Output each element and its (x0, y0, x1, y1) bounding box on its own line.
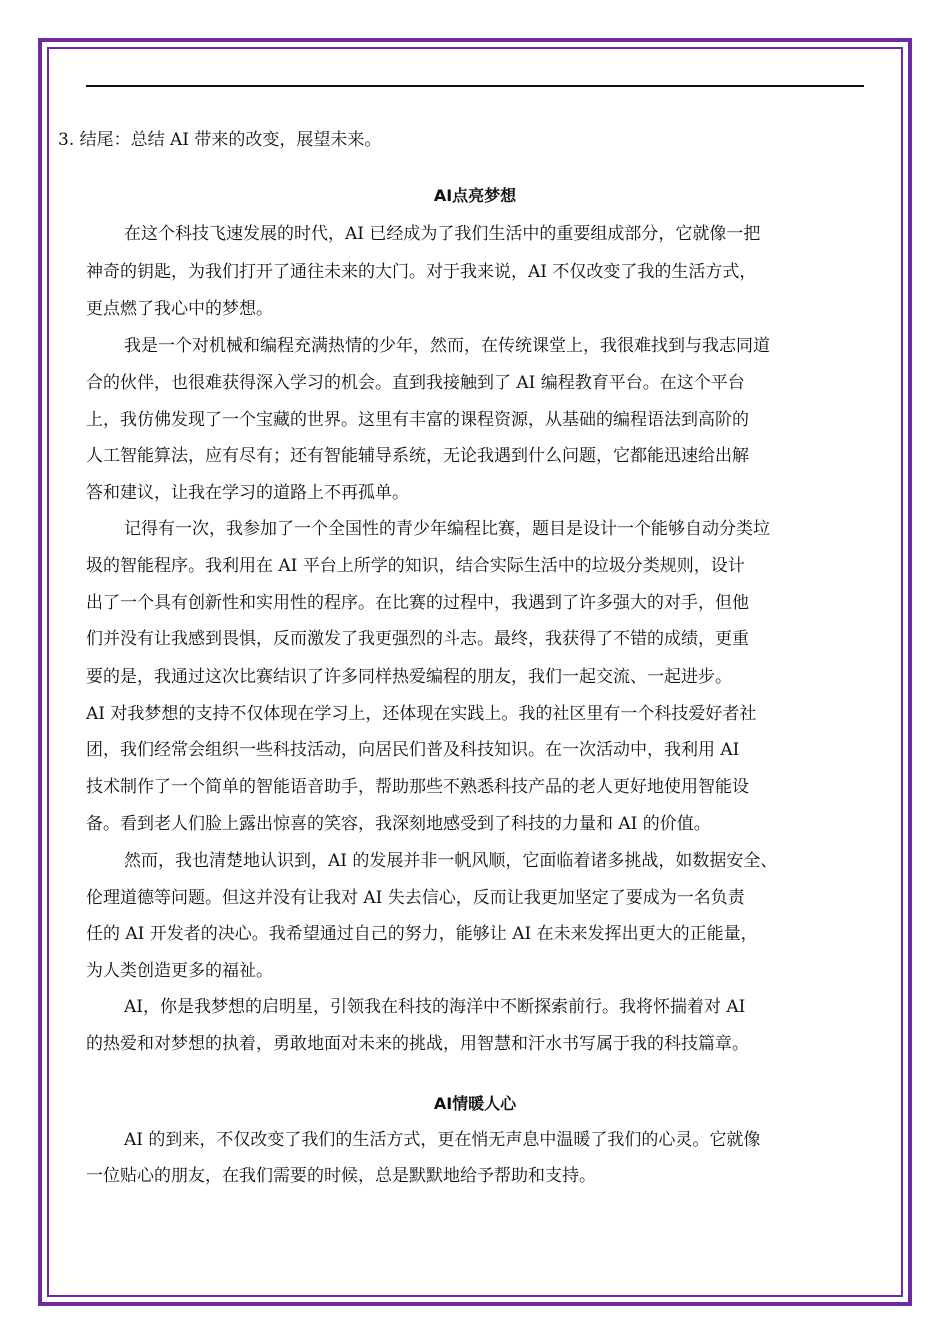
text-line: 上，我仿佛发现了一个宝藏的世界。这里有丰富的课程资源，从基础的编程语法到高阶的 (86, 410, 749, 430)
section-title-ai-warm-hearts: AI情暖人心 (433, 1094, 517, 1113)
text-line: 为人类创造更多的福祉。 (86, 961, 273, 981)
outline-item-3: 3. 结尾：总结 AI 带来的改变，展望未来。 (58, 130, 382, 150)
text-line: 的热爱和对梦想的执着，勇敢地面对未来的挑战，用智慧和汗水书写属于我的科技篇章。 (86, 1034, 749, 1054)
text-line: 我是一个对机械和编程充满热情的少年，然而，在传统课堂上，我很难找到与我志同道 (124, 336, 770, 356)
text-line: AI，你是我梦想的启明星，引领我在科技的海洋中不断探索前行。我将怀揣着对 AI (124, 997, 746, 1017)
text-line: 圾的智能程序。我利用在 AI 平台上所学的知识，结合实际生活中的垃圾分类规则，设计 (86, 556, 745, 576)
text-line: 出了一个具有创新性和实用性的程序。在比赛的过程中，我遇到了许多强大的对手，但他 (86, 593, 749, 613)
text-line: 更点燃了我心中的梦想。 (86, 299, 273, 319)
text-line: 合的伙伴，也很难获得深入学习的机会。直到我接触到了 AI 编程教育平台。在这个平台 (86, 373, 745, 393)
text-line: 答和建议，让我在学习的道路上不再孤单。 (86, 483, 409, 503)
text-line: 在这个科技飞速发展的时代，AI 已经成为了我们生活中的重要组成部分，它就像一把 (124, 224, 761, 244)
text-line: 一位贴心的朋友，在我们需要的时候，总是默默地给予帮助和支持。 (86, 1166, 596, 1186)
text-line: 们并没有让我感到畏惧，反而激发了我更强烈的斗志。最终，我获得了不错的成绩，更重 (86, 629, 749, 649)
text-line: 备。看到老人们脸上露出惊喜的笑容，我深刻地感受到了科技的力量和 AI 的价值。 (86, 814, 711, 834)
text-line: 记得有一次，我参加了一个全国性的青少年编程比赛，题目是设计一个能够自动分类垃 (124, 519, 770, 539)
text-line: 人工智能算法，应有尽有；还有智能辅导系统，无论我遇到什么问题，它都能迅速给出解 (86, 446, 749, 466)
text-line: AI 的到来，不仅改变了我们的生活方式，更在悄无声息中温暖了我们的心灵。它就像 (124, 1130, 761, 1150)
text-line: 任的 AI 开发者的决心。我希望通过自己的努力，能够让 AI 在未来发挥出更大的正能量， (86, 924, 758, 944)
text-line: 神奇的钥匙，为我们打开了通往未来的大门。对于我来说，AI 不仅改变了我的生活方式， (86, 262, 757, 282)
text-line: AI 对我梦想的支持不仅体现在学习上，还体现在实践上。我的社区里有一个科技爱好者社 (86, 704, 757, 724)
section-title-ai-dream: AI点亮梦想 (433, 186, 517, 205)
text-line: 技术制作了一个简单的智能语音助手，帮助那些不熟悉科技产品的老人更好地使用智能设 (86, 777, 749, 797)
text-line: 要的是，我通过这次比赛结识了许多同样热爱编程的朋友，我们一起交流、一起进步。 (86, 667, 732, 687)
text-line: 然而，我也清楚地认识到，AI 的发展并非一帆风顺，它面临着诸多挑战，如数据安全、 (124, 851, 778, 871)
header-rule (86, 85, 864, 87)
text-line: 团，我们经常会组织一些科技活动，向居民们普及科技知识。在一次活动中，我利用 AI (86, 740, 740, 760)
text-line: 伦理道德等问题。但这并没有让我对 AI 失去信心，反而让我更加坚定了要成为一名负责 (86, 888, 745, 908)
